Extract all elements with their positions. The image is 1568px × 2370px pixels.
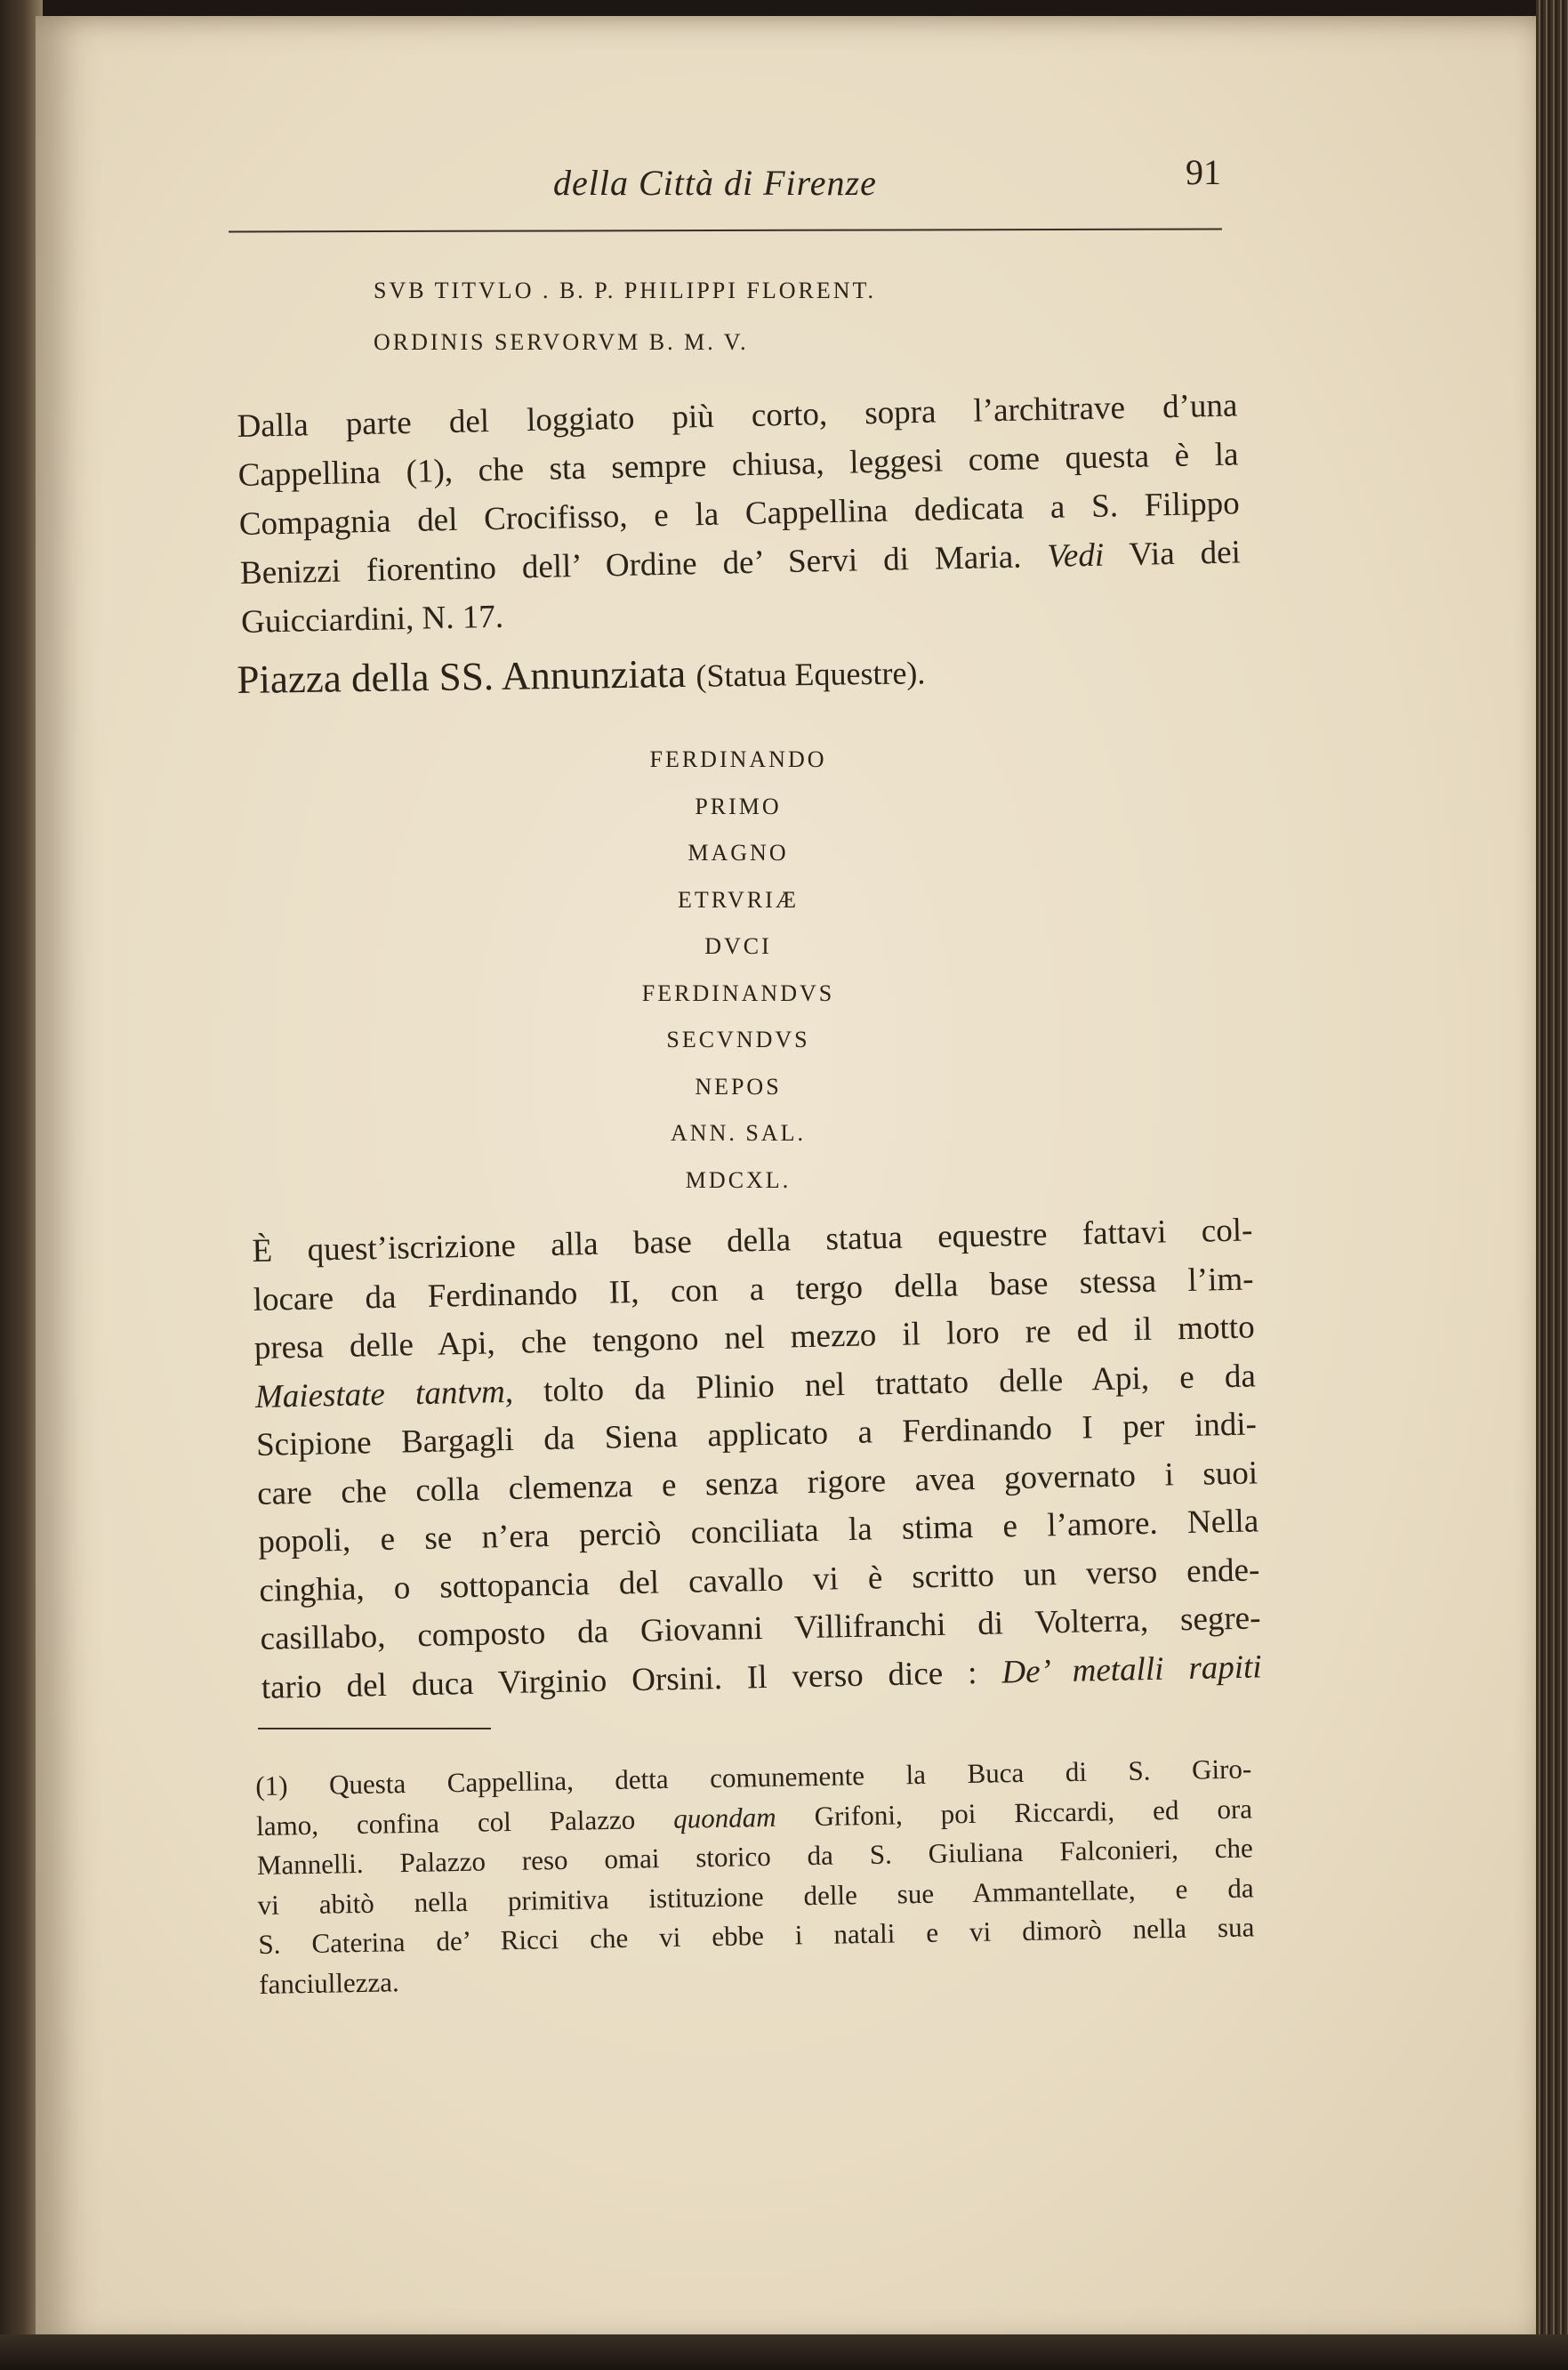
section-heading-title: Piazza della SS. Annunziata [237,650,687,702]
top-inscription-line-1: SVB TITVLO . B. P. PHILIPPI FLORENT. [374,278,876,303]
intro-vedi-rest: Via dei [1103,534,1242,574]
statue-inscription-line: DVCI [704,933,772,959]
statue-inscription-line: FERDINANDO [649,746,827,772]
footnote [255,1749,1255,2004]
statue-inscription-line: ETRVRIÆ [678,886,799,913]
footnote-line-3: Mannelli. Palazzo reso omai storico da S. Giuliana Falconieri, che [256,1832,1254,1881]
statue-inscription [534,737,943,1204]
main-line-2: locare da Ferdinando II, con a tergo della base stessa l’im- [253,1260,1254,1318]
intro-line-1: Dalla parte del loggiato più corto, sopra l’architrave d’una [237,387,1238,445]
statue-inscription-line: PRIMO [695,793,782,819]
intro-line-2: Cappellina (1), che sta sempre chiusa, leggesi come questa è la [237,436,1239,494]
intro-line-4-text: Benizzi fiorentino dell’ Ordine de’ Servi di Maria. [239,538,1022,592]
statue-inscription-line: MDCXL. [685,1166,792,1193]
top-inscription-line-2: ORDINIS SERVORVM B. M. V. [374,329,749,355]
footnote-quondam: quondam [672,1801,776,1834]
motto: Maiestate tantvm, [254,1373,514,1415]
running-head-title: della Città di Firenze [553,163,877,203]
section-heading-subtitle: (Statua Equestre). [696,655,926,694]
main-line-1: È quest’iscrizione alla base della statua equestre fattavi col- [252,1212,1253,1270]
main-line-4-rest: tolto da Plinio nel trattato delle Api, e da [512,1357,1257,1410]
page-number: 91 [1186,152,1221,192]
footnote-line-6: fanciullezza. [258,1965,400,2000]
statue-inscription-line: ANN. SAL. [671,1120,806,1146]
section-heading [237,647,926,703]
statue-inscription-line: SECVNDVS [666,1027,810,1052]
main-line-10-start: tario del duca Virginio Orsini. Il verso dice : [261,1653,1002,1706]
intro-vedi: Vedi [1047,536,1105,575]
footnote-line-2-start: lamo, confina col Palazzo [255,1802,674,1842]
intro-paragraph [237,381,1242,646]
main-line-3: presa delle Api, che tengono nel mezzo il loro re ed il motto [253,1309,1256,1366]
footnote-line-4: vi abitò nella primitiva istituzione delle sue Ammantellate, e da [257,1871,1254,1921]
header-rule [229,229,1222,233]
statue-inscription-line: FERDINANDVS [641,979,835,1006]
main-line-5: Scipione Bargagli da Siena applicato a Ferdinando I per indi- [255,1406,1258,1463]
main-line-6: care che colla clemenza e senza rigore avea governato i suoi [256,1454,1258,1512]
main-line-7: popoli, e se n’era perciò conciliata la stima e l’amore. Nella [257,1503,1259,1560]
statue-inscription-line: NEPOS [695,1073,782,1100]
statue-inscription-line: MAGNO [688,840,789,866]
intro-line-3: Compagnia del Crocifisso, e la Cappellina dedicata a S. Filippo [238,485,1241,543]
footnote-line-2-rest: Grifoni, poi Riccardi, ed ora [776,1792,1253,1833]
main-line-8: cinghia, o sottopancia del cavallo vi è scritto un verso ende- [259,1551,1260,1609]
footnote-rule [258,1728,491,1729]
main-line-9: casillabo, composto da Giovanni Villifranchi di Volterra, segre- [260,1600,1261,1657]
verse-quote: De’ metalli rapiti [1001,1648,1262,1690]
footnote-line-1: (1) Questa Cappellina, detta comunemente la Buca di S. Giro- [255,1753,1252,1802]
intro-line-5: Guicciardini, N. 17. [240,598,504,641]
main-paragraph [252,1206,1262,1712]
footnote-line-5: S. Caterina de’ Ricci che vi ebbe i natali e vi dimorò nella sua [258,1911,1255,1960]
